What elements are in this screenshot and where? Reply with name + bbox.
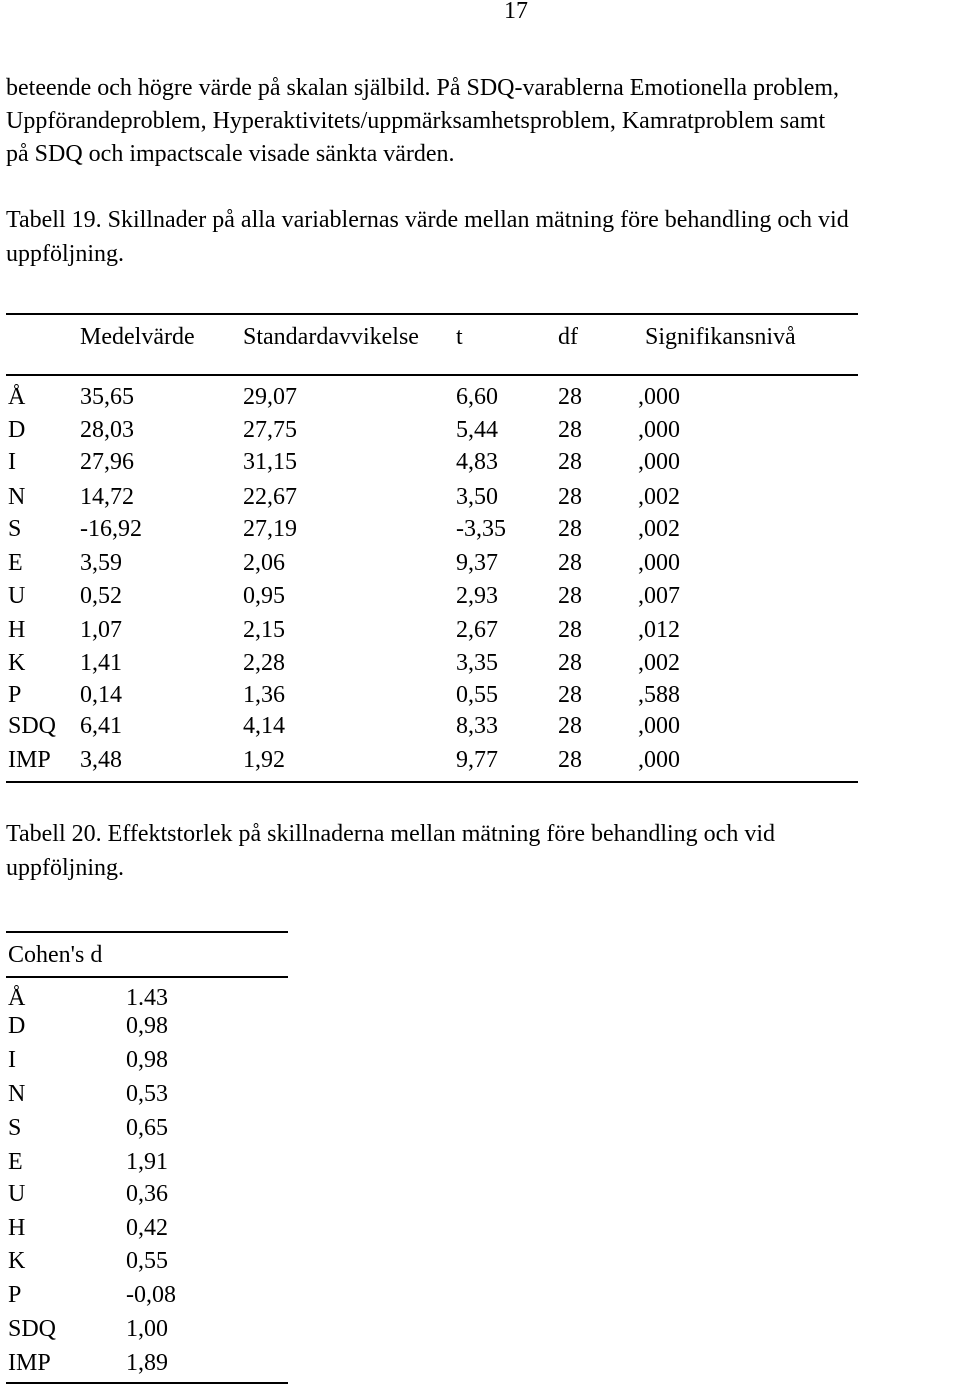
row-label: N xyxy=(8,1081,26,1107)
caption-line: Tabell 19. Skillnader på alla variablernas värde mellan mätning före behandling och vid xyxy=(6,207,849,233)
row-label: IMP xyxy=(8,1350,51,1376)
cell-signifikansniva: ,002 xyxy=(638,516,680,542)
cell-medelvarde: 0,52 xyxy=(80,583,122,609)
cell-signifikansniva: ,000 xyxy=(638,417,680,443)
cell-standardavvikelse: 29,07 xyxy=(243,384,297,410)
row-label: K xyxy=(8,1248,26,1274)
header-df: df xyxy=(558,324,578,350)
cell-signifikansniva: ,000 xyxy=(638,449,680,475)
cell-t: 8,33 xyxy=(456,713,498,739)
row-label: D xyxy=(8,417,26,443)
cell-signifikansniva: ,007 xyxy=(638,583,680,609)
row-label: E xyxy=(8,1149,23,1175)
row-label: N xyxy=(8,484,26,510)
table20-header: Cohen's d xyxy=(8,942,103,968)
cell-t: 3,50 xyxy=(456,484,498,510)
cell-t: 6,60 xyxy=(456,384,498,410)
caption-line: uppföljning. xyxy=(6,855,124,881)
cell-medelvarde: 28,03 xyxy=(80,417,134,443)
cell-standardavvikelse: 2,15 xyxy=(243,617,285,643)
cell-standardavvikelse: 27,75 xyxy=(243,417,297,443)
cell-df: 28 xyxy=(558,484,582,510)
row-label: K xyxy=(8,650,26,676)
cell-df: 28 xyxy=(558,617,582,643)
cell-standardavvikelse: 31,15 xyxy=(243,449,297,475)
header-standardavvikelse: Standardavvikelse xyxy=(243,324,419,350)
row-label: SDQ xyxy=(8,1316,57,1342)
table20-header-rule xyxy=(6,976,288,978)
paragraph-line: på SDQ och impactscale visade sänkta värden. xyxy=(6,141,455,167)
cell-cohens-d: -0,08 xyxy=(126,1282,176,1308)
cell-cohens-d: 0,53 xyxy=(126,1081,168,1107)
cell-df: 28 xyxy=(558,583,582,609)
cell-signifikansniva: ,000 xyxy=(638,713,680,739)
row-label: Å xyxy=(8,384,26,410)
row-label: I xyxy=(8,449,16,475)
paragraph-line: beteende och högre värde på skalan själbild. På SDQ-varablerna Emotionella problem, xyxy=(6,75,840,101)
cell-t: 4,83 xyxy=(456,449,498,475)
row-label: P xyxy=(8,1282,22,1308)
cell-standardavvikelse: 2,06 xyxy=(243,550,285,576)
cell-standardavvikelse: 22,67 xyxy=(243,484,297,510)
row-label: I xyxy=(8,1047,16,1073)
cell-signifikansniva: ,000 xyxy=(638,550,680,576)
cell-standardavvikelse: 1,36 xyxy=(243,682,285,708)
cell-standardavvikelse: 4,14 xyxy=(243,713,285,739)
cell-df: 28 xyxy=(558,682,582,708)
header-t: t xyxy=(456,324,463,350)
header-signifikansniva: Signifikansnivå xyxy=(645,324,796,350)
cell-medelvarde: 0,14 xyxy=(80,682,122,708)
cell-medelvarde: 3,48 xyxy=(80,747,122,773)
cell-df: 28 xyxy=(558,650,582,676)
table20-caption xyxy=(6,817,958,885)
row-label: H xyxy=(8,617,26,643)
cell-standardavvikelse: 27,19 xyxy=(243,516,297,542)
cell-signifikansniva: ,000 xyxy=(638,747,680,773)
cell-df: 28 xyxy=(558,747,582,773)
row-label: S xyxy=(8,516,22,542)
row-label: S xyxy=(8,1115,22,1141)
cell-cohens-d: 0,98 xyxy=(126,1047,168,1073)
cell-cohens-d: 1,91 xyxy=(126,1149,168,1175)
paragraph-line: Uppförandeproblem, Hyperaktivitets/uppmärksamhetsproblem, Kamratproblem samt xyxy=(6,108,826,134)
cell-df: 28 xyxy=(558,550,582,576)
table19-caption xyxy=(6,203,958,271)
table20-bottom-rule xyxy=(6,1382,288,1384)
caption-line: Tabell 20. Effektstorlek på skillnaderna mellan mätning före behandling och vid xyxy=(6,821,775,847)
cell-signifikansniva: ,000 xyxy=(638,384,680,410)
cell-cohens-d: 0,65 xyxy=(126,1115,168,1141)
cell-standardavvikelse: 2,28 xyxy=(243,650,285,676)
cell-cohens-d: 1.43 xyxy=(126,985,168,1011)
cell-standardavvikelse: 0,95 xyxy=(243,583,285,609)
table20-top-rule xyxy=(6,931,288,933)
row-label: P xyxy=(8,682,22,708)
cell-df: 28 xyxy=(558,449,582,475)
cell-medelvarde: 14,72 xyxy=(80,484,134,510)
cell-cohens-d: 0,98 xyxy=(126,1013,168,1039)
page-number: 17 xyxy=(504,0,528,24)
cell-cohens-d: 0,36 xyxy=(126,1181,168,1207)
cell-medelvarde: 1,07 xyxy=(80,617,122,643)
cell-t: 2,93 xyxy=(456,583,498,609)
caption-line: uppföljning. xyxy=(6,241,124,267)
row-label: SDQ xyxy=(8,713,57,739)
cell-cohens-d: 0,55 xyxy=(126,1248,168,1274)
cell-medelvarde: 27,96 xyxy=(80,449,134,475)
row-label: E xyxy=(8,550,23,576)
cell-medelvarde: 35,65 xyxy=(80,384,134,410)
row-label: U xyxy=(8,1181,26,1207)
cell-cohens-d: 0,42 xyxy=(126,1215,168,1241)
body-paragraph xyxy=(6,72,956,171)
table19-top-rule xyxy=(6,313,858,315)
cell-t: 0,55 xyxy=(456,682,498,708)
cell-t: 9,77 xyxy=(456,747,498,773)
cell-df: 28 xyxy=(558,417,582,443)
cell-t: 2,67 xyxy=(456,617,498,643)
row-label: D xyxy=(8,1013,26,1039)
cell-medelvarde: 1,41 xyxy=(80,650,122,676)
cell-medelvarde: -16,92 xyxy=(80,516,142,542)
cell-signifikansniva: ,002 xyxy=(638,484,680,510)
cell-df: 28 xyxy=(558,516,582,542)
row-label: Å xyxy=(8,985,26,1011)
cell-cohens-d: 1,89 xyxy=(126,1350,168,1376)
cell-t: 9,37 xyxy=(456,550,498,576)
cell-cohens-d: 1,00 xyxy=(126,1316,168,1342)
cell-standardavvikelse: 1,92 xyxy=(243,747,285,773)
header-medelvarde: Medelvärde xyxy=(80,324,195,350)
cell-t: -3,35 xyxy=(456,516,506,542)
row-label: H xyxy=(8,1215,26,1241)
cell-medelvarde: 3,59 xyxy=(80,550,122,576)
cell-signifikansniva: ,002 xyxy=(638,650,680,676)
table19-bottom-rule xyxy=(6,781,858,783)
cell-df: 28 xyxy=(558,713,582,739)
row-label: IMP xyxy=(8,747,51,773)
cell-medelvarde: 6,41 xyxy=(80,713,122,739)
cell-t: 3,35 xyxy=(456,650,498,676)
table19-header-rule xyxy=(6,374,858,376)
cell-signifikansniva: ,012 xyxy=(638,617,680,643)
cell-df: 28 xyxy=(558,384,582,410)
cell-t: 5,44 xyxy=(456,417,498,443)
cell-signifikansniva: ,588 xyxy=(638,682,680,708)
row-label: U xyxy=(8,583,26,609)
